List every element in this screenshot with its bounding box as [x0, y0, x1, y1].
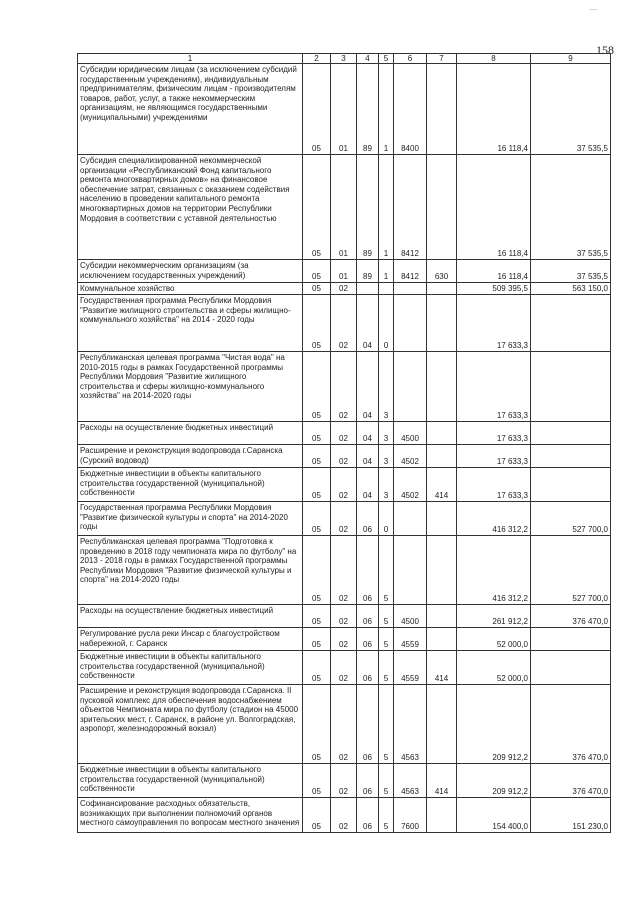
row-value-cell: 527 700,0 [531, 536, 611, 605]
table-row [78, 605, 611, 628]
row-name-cell: Республиканская целевая программа "Чистая вода" на 2010-2015 годы в рамках Государственной программы Республики Мордовия "Развитие жилищного строительства и сферы жилищно-коммунального хозяйства" на 2014-2020 годы [78, 352, 303, 422]
table-row [78, 685, 611, 764]
row-value-cell [427, 155, 457, 260]
row-value-cell: 02 [331, 502, 357, 536]
row-value-cell: 5 [379, 685, 394, 764]
table-row [78, 155, 611, 260]
row-value-cell: 630 [427, 260, 457, 283]
header-cell: 4 [357, 54, 379, 64]
row-value-cell: 5 [379, 764, 394, 798]
row-value-cell: 37 535,5 [531, 155, 611, 260]
row-value-cell: 02 [331, 628, 357, 651]
table-row [78, 536, 611, 605]
row-value-cell: 1 [379, 260, 394, 283]
row-value-cell: 02 [331, 605, 357, 628]
row-value-cell: 05 [303, 502, 331, 536]
row-value-cell: 5 [379, 798, 394, 833]
row-value-cell [427, 283, 457, 295]
row-value-cell: 02 [331, 422, 357, 445]
row-value-cell: 4502 [394, 445, 427, 468]
row-value-cell: 17 633,3 [457, 295, 531, 352]
row-value-cell: 8400 [394, 64, 427, 155]
row-value-cell [531, 422, 611, 445]
row-value-cell: 8412 [394, 155, 427, 260]
row-name-cell: Коммунальное хозяйство [78, 283, 303, 295]
row-value-cell: 527 700,0 [531, 502, 611, 536]
row-name-cell: Субсидии юридическим лицам (за исключением субсидий государственным учреждениям), индивидуальным предпринимателям, физическим лицам - производителям товаров, работ, услуг, а также некоммерческим организациям, не являющимся государственными (муниципальными) учреждениями [78, 64, 303, 155]
table-row [78, 64, 611, 155]
row-value-cell [427, 798, 457, 833]
table-row [78, 283, 611, 295]
header-cell: 8 [457, 54, 531, 64]
row-value-cell: 376 470,0 [531, 605, 611, 628]
row-value-cell: 52 000,0 [457, 651, 531, 685]
row-value-cell: 04 [357, 295, 379, 352]
row-value-cell: 05 [303, 445, 331, 468]
row-value-cell: 05 [303, 468, 331, 502]
row-name-cell: Бюджетные инвестиции в объекты капитального строительства государственной (муниципальной) собственности [78, 651, 303, 685]
row-name-cell: Регулирование русла реки Инсар с благоустройством набережной, г. Саранск [78, 628, 303, 651]
row-value-cell: 5 [379, 628, 394, 651]
row-value-cell: 01 [331, 64, 357, 155]
row-value-cell [427, 536, 457, 605]
row-value-cell: 06 [357, 502, 379, 536]
row-value-cell: 06 [357, 628, 379, 651]
row-value-cell [427, 502, 457, 536]
row-value-cell: 04 [357, 468, 379, 502]
row-value-cell: 02 [331, 798, 357, 833]
row-value-cell: 4500 [394, 605, 427, 628]
row-name-cell: Субсидия специализированной некоммерческой организации «Республиканский Фонд капитального ремонта многоквартирных домов» на финансовое обеспечение затрат, связанных с оказанием содействия населению в проведении капитального ремонта многоквартирных домов на территории Республики Мордовия в соответствии с уставной деятельностью [78, 155, 303, 260]
row-name-cell: Расходы на осуществление бюджетных инвестиций [78, 605, 303, 628]
table-row [78, 502, 611, 536]
row-name-cell: Бюджетные инвестиции в объекты капитального строительства государственной (муниципальной) собственности [78, 468, 303, 502]
row-name-cell: Республиканская целевая программа "Подготовка к проведению в 2018 году чемпионата мира по футболу" на 2013 - 2018 годы в рамках Государственной программы Республики Мордовия "Развитие физической культуры и спорта" на 2014-2020 годы [78, 536, 303, 605]
row-value-cell: 89 [357, 260, 379, 283]
table-header-row [78, 54, 611, 64]
header-cell: 6 [394, 54, 427, 64]
row-value-cell: 4563 [394, 685, 427, 764]
row-name-cell: Бюджетные инвестиции в объекты капитального строительства государственной (муниципальной) собственности [78, 764, 303, 798]
row-value-cell: 05 [303, 422, 331, 445]
row-name-cell: Софинансирование расходных обязательств, возникающих при выполнении полномочий органов местного самоуправления по вопросам местного значения [78, 798, 303, 833]
row-value-cell: 17 633,3 [457, 445, 531, 468]
row-value-cell: 17 633,3 [457, 422, 531, 445]
row-value-cell [394, 295, 427, 352]
row-value-cell: 05 [303, 798, 331, 833]
row-value-cell: 16 118,4 [457, 64, 531, 155]
row-value-cell: 02 [331, 685, 357, 764]
row-value-cell: 376 470,0 [531, 764, 611, 798]
table-row [78, 260, 611, 283]
row-value-cell: 01 [331, 260, 357, 283]
row-value-cell: 5 [379, 605, 394, 628]
table-row [78, 764, 611, 798]
row-value-cell [427, 64, 457, 155]
row-value-cell [531, 352, 611, 422]
row-value-cell [394, 536, 427, 605]
header-cell: 9 [531, 54, 611, 64]
row-value-cell: 05 [303, 352, 331, 422]
row-value-cell [531, 628, 611, 651]
row-value-cell: 414 [427, 468, 457, 502]
row-value-cell: 1 [379, 64, 394, 155]
row-value-cell: 05 [303, 605, 331, 628]
table-row [78, 352, 611, 422]
table-row [78, 468, 611, 502]
row-value-cell: 06 [357, 605, 379, 628]
row-value-cell [427, 422, 457, 445]
row-value-cell [357, 283, 379, 295]
row-value-cell: 3 [379, 468, 394, 502]
row-value-cell: 209 912,2 [457, 685, 531, 764]
row-value-cell [531, 651, 611, 685]
row-value-cell: 17 633,3 [457, 468, 531, 502]
row-value-cell: 05 [303, 764, 331, 798]
row-value-cell: 06 [357, 764, 379, 798]
row-value-cell [379, 283, 394, 295]
row-value-cell: 5 [379, 651, 394, 685]
row-value-cell: 02 [331, 283, 357, 295]
row-value-cell [394, 283, 427, 295]
row-value-cell: 416 312,2 [457, 536, 531, 605]
row-value-cell: 06 [357, 798, 379, 833]
row-value-cell: 3 [379, 422, 394, 445]
row-value-cell: 4500 [394, 422, 427, 445]
row-value-cell: 37 535,5 [531, 64, 611, 155]
row-value-cell: 4559 [394, 651, 427, 685]
row-value-cell: 4563 [394, 764, 427, 798]
row-value-cell: 0 [379, 502, 394, 536]
row-value-cell [427, 352, 457, 422]
row-value-cell: 02 [331, 445, 357, 468]
row-value-cell: 02 [331, 295, 357, 352]
row-value-cell: 06 [357, 651, 379, 685]
row-value-cell: 02 [331, 468, 357, 502]
row-value-cell: 563 150,0 [531, 283, 611, 295]
row-value-cell: 7600 [394, 798, 427, 833]
table-row [78, 422, 611, 445]
row-value-cell: 05 [303, 155, 331, 260]
table-row [78, 798, 611, 833]
row-value-cell: 414 [427, 651, 457, 685]
row-value-cell [427, 605, 457, 628]
row-name-cell: Государственная программа Республики Мордовия "Развитие физической культуры и спорта" на 2014-2020 годы [78, 502, 303, 536]
row-value-cell: 4559 [394, 628, 427, 651]
row-value-cell: 414 [427, 764, 457, 798]
row-value-cell: 3 [379, 352, 394, 422]
row-value-cell: 52 000,0 [457, 628, 531, 651]
row-value-cell: 151 230,0 [531, 798, 611, 833]
row-value-cell: 01 [331, 155, 357, 260]
row-name-cell: Субсидии некоммерческим организациям (за исключением государственных учреждений) [78, 260, 303, 283]
row-value-cell: 16 118,4 [457, 155, 531, 260]
row-value-cell: 89 [357, 155, 379, 260]
row-value-cell: 4502 [394, 468, 427, 502]
row-value-cell: 261 912,2 [457, 605, 531, 628]
row-name-cell: Расширение и реконструкция водопровода г.Саранска (Сурский водовод) [78, 445, 303, 468]
row-value-cell: 05 [303, 64, 331, 155]
row-value-cell [427, 445, 457, 468]
row-value-cell: 02 [331, 764, 357, 798]
row-value-cell: 02 [331, 651, 357, 685]
row-value-cell: 37 535,5 [531, 260, 611, 283]
row-value-cell [427, 628, 457, 651]
row-value-cell: 04 [357, 445, 379, 468]
corner-mark: ... [590, 2, 598, 12]
row-value-cell: 05 [303, 651, 331, 685]
row-value-cell: 3 [379, 445, 394, 468]
row-value-cell: 06 [357, 536, 379, 605]
header-cell: 7 [427, 54, 457, 64]
row-name-cell: Расходы на осуществление бюджетных инвестиций [78, 422, 303, 445]
row-value-cell: 376 470,0 [531, 685, 611, 764]
budget-table [77, 53, 611, 833]
row-value-cell: 154 400,0 [457, 798, 531, 833]
row-value-cell: 509 395,5 [457, 283, 531, 295]
row-value-cell [427, 295, 457, 352]
row-name-cell: Расширение и реконструкция водопровода г.Саранска. II пусковой комплекс для обеспечения водоснабжением объектов Чемпионата мира по футболу (стадион на 45000 зрительских мест, г. Саранск, в районе ул. Волгоградская, аэропорт, железнодорожный вокзал) [78, 685, 303, 764]
table-row [78, 445, 611, 468]
row-value-cell: 05 [303, 685, 331, 764]
row-value-cell: 89 [357, 64, 379, 155]
row-value-cell: 16 118,4 [457, 260, 531, 283]
row-value-cell: 05 [303, 536, 331, 605]
row-value-cell: 06 [357, 685, 379, 764]
row-value-cell [427, 685, 457, 764]
page-number: 158 [596, 43, 614, 57]
row-value-cell: 1 [379, 155, 394, 260]
row-value-cell: 05 [303, 628, 331, 651]
row-value-cell [394, 502, 427, 536]
row-value-cell: 0 [379, 295, 394, 352]
table-row [78, 295, 611, 352]
row-value-cell: 04 [357, 352, 379, 422]
row-value-cell: 02 [331, 352, 357, 422]
row-value-cell: 05 [303, 295, 331, 352]
header-cell: 2 [303, 54, 331, 64]
row-value-cell: 5 [379, 536, 394, 605]
row-value-cell: 416 312,2 [457, 502, 531, 536]
header-cell: 1 [78, 54, 303, 64]
row-value-cell [394, 352, 427, 422]
row-name-cell: Государственная программа Республики Мордовия "Развитие жилищного строительства и сферы жилищно-коммунального хозяйства" на 2014 - 2020 годы [78, 295, 303, 352]
header-cell: 5 [379, 54, 394, 64]
table-row [78, 628, 611, 651]
row-value-cell: 04 [357, 422, 379, 445]
row-value-cell [531, 445, 611, 468]
header-cell: 3 [331, 54, 357, 64]
table-row [78, 651, 611, 685]
row-value-cell: 8412 [394, 260, 427, 283]
row-value-cell: 02 [331, 536, 357, 605]
row-value-cell: 209 912,2 [457, 764, 531, 798]
row-value-cell: 05 [303, 260, 331, 283]
row-value-cell: 17 633,3 [457, 352, 531, 422]
row-value-cell: 05 [303, 283, 331, 295]
row-value-cell [531, 295, 611, 352]
row-value-cell [531, 468, 611, 502]
